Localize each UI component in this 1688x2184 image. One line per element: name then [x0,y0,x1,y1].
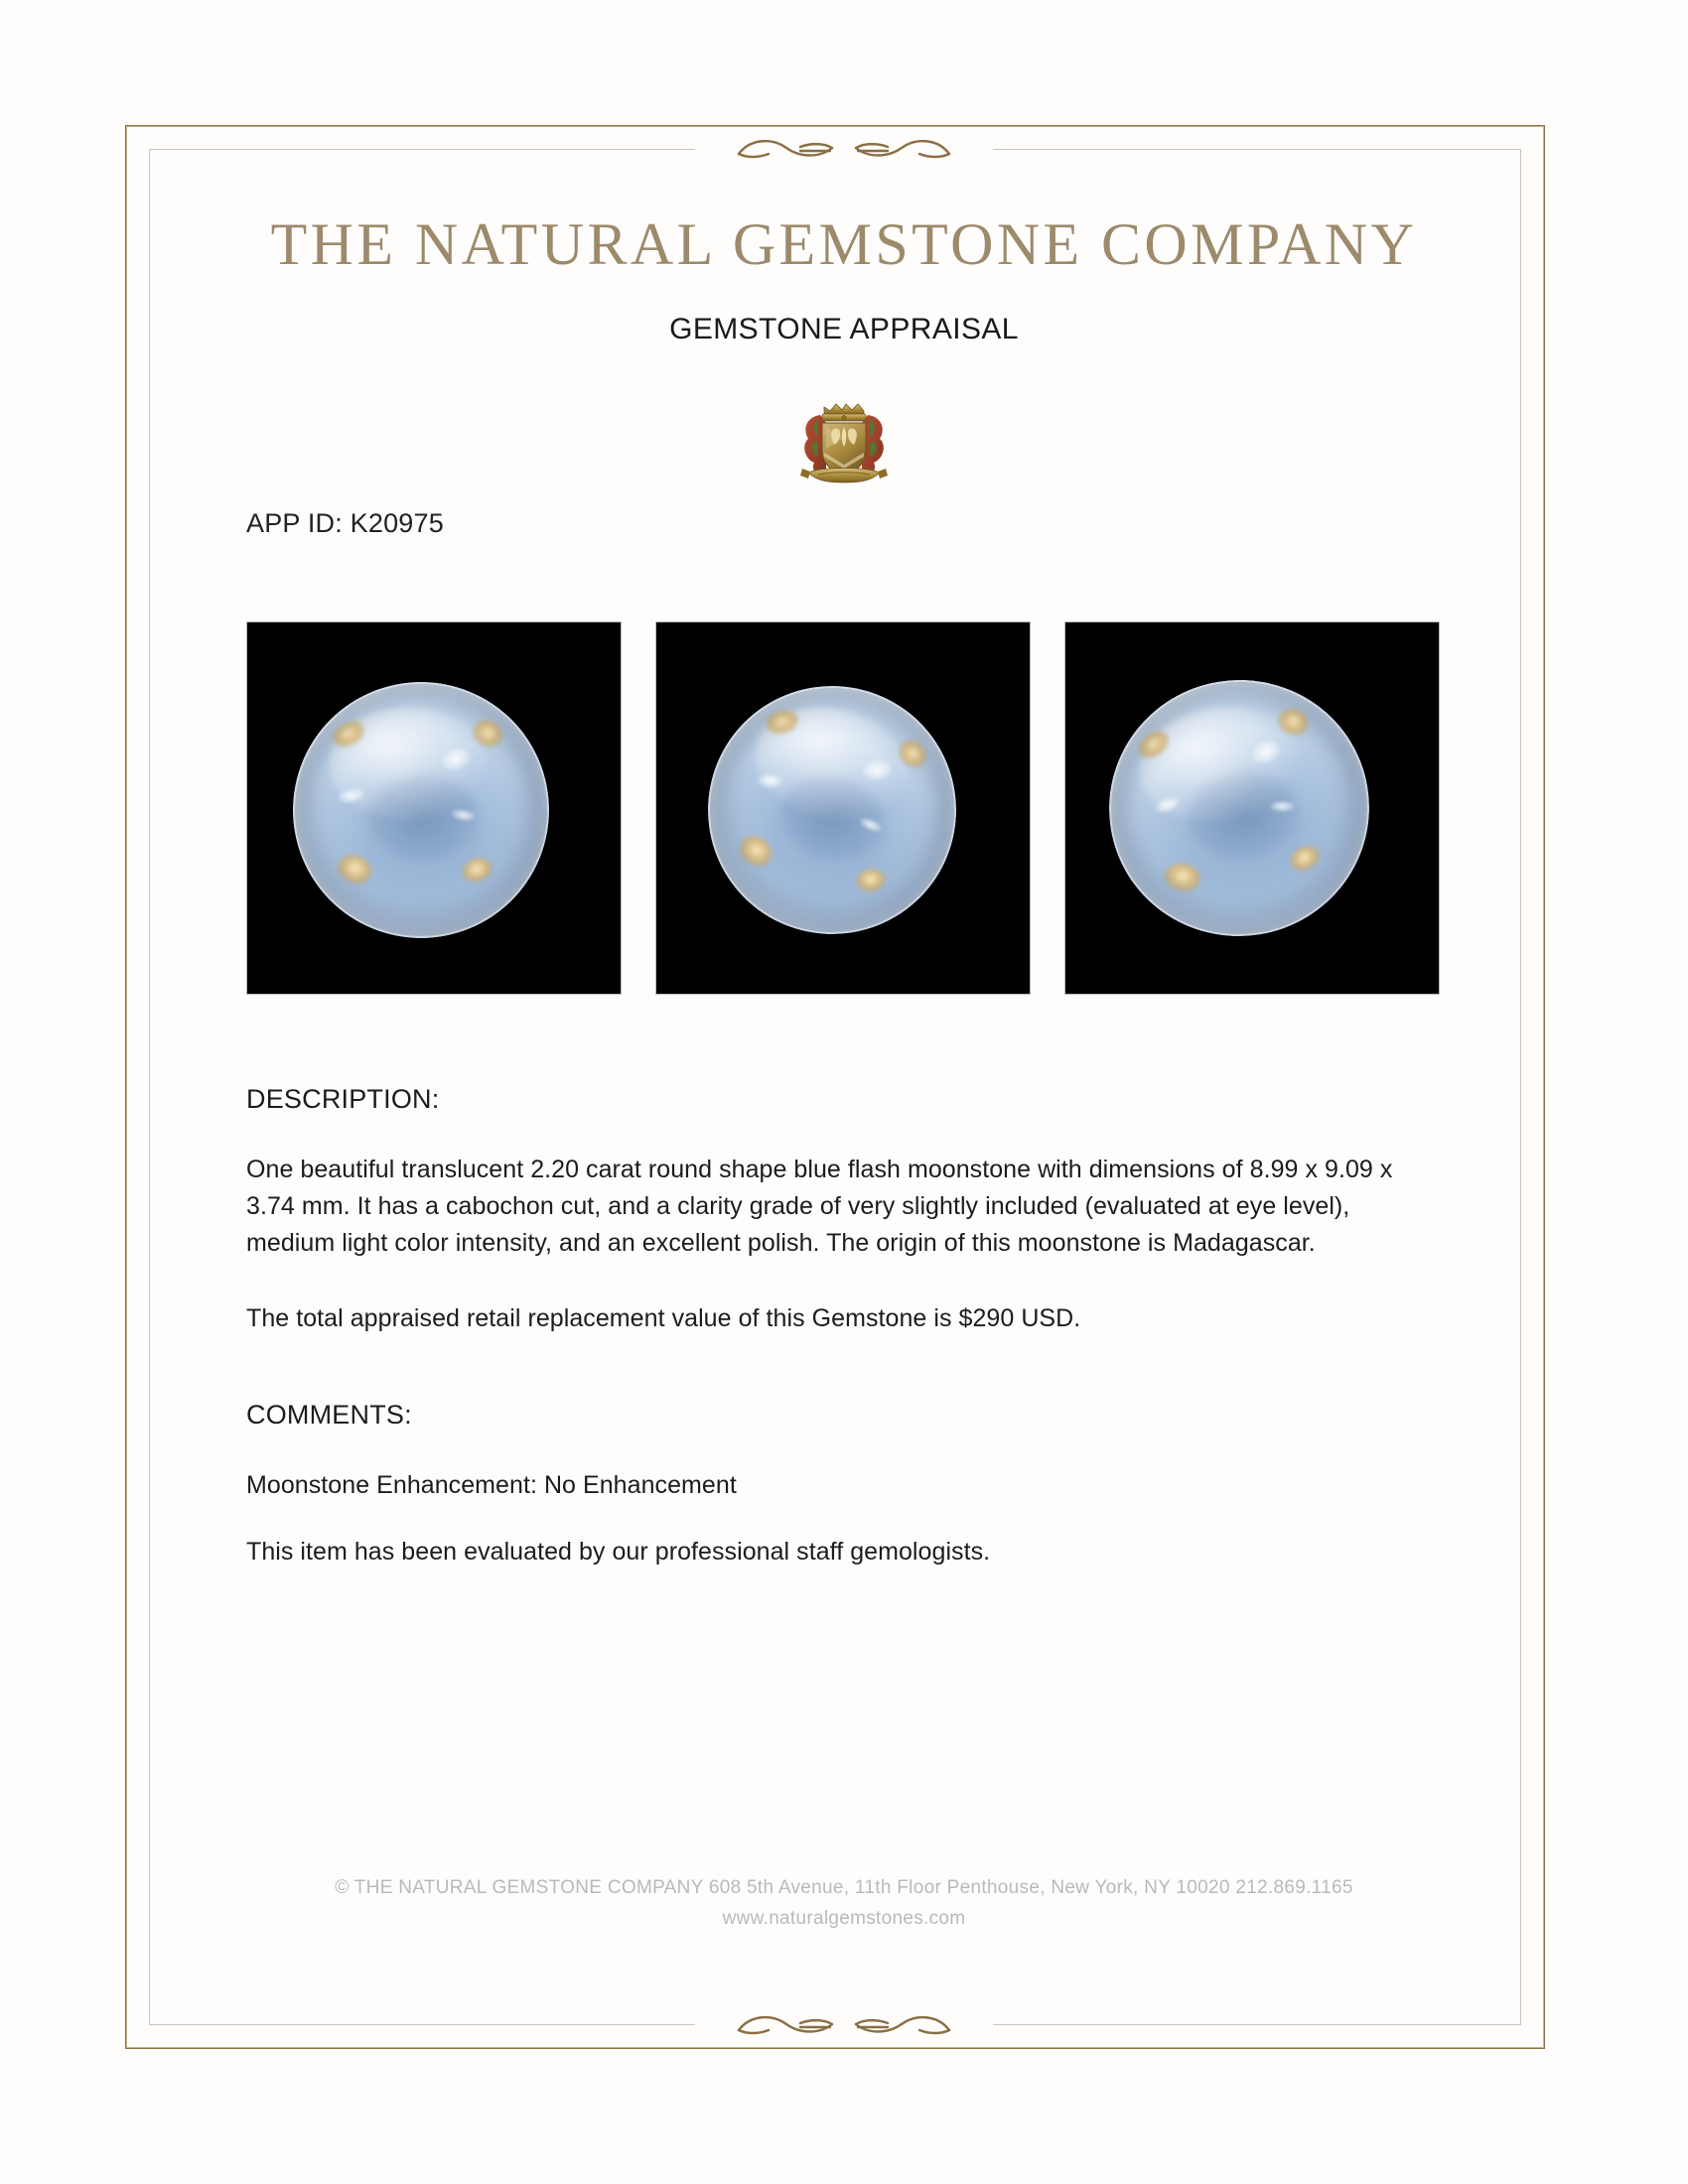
appraised-value-paragraph: The total appraised retail replacement value of this Gemstone is $290 USD. [246,1304,1081,1332]
gem-rim [1090,661,1387,955]
heraldic-crest-icon [792,393,896,488]
app-id-label: APP ID: K20975 [246,508,444,538]
footer-address-line: © THE NATURAL GEMSTONE COMPANY 608 5th Avenue, 11th Floor Penthouse, New York, NY 10020 212.869.1165 [335,1877,1353,1898]
gem-photo-strip [246,621,1440,995]
page-footer [0,1872,1688,1934]
gem-stone-render-2 [681,659,982,960]
description-label: DESCRIPTION: [246,1084,440,1114]
comments-label: COMMENTS: [246,1400,412,1430]
comment-enhancement: Moonstone Enhancement: No Enhancement [246,1471,737,1499]
scroll-flourish-ornament-bottom [695,2003,993,2047]
appraisal-subtitle: GEMSTONE APPRAISAL [669,313,1019,345]
gem-rim [293,682,549,938]
gem-photo-3 [1064,621,1440,995]
gem-photo-1 [246,621,622,995]
gem-stone-render-3 [1090,661,1387,955]
comment-evaluation: This item has been evaluated by our professional staff gemologists. [246,1538,991,1566]
gem-rim [681,659,982,960]
footer-website-line[interactable]: www.naturalgemstones.com [722,1908,966,1929]
gem-stone-render-1 [293,682,549,938]
scroll-flourish-ornament-top [695,127,993,171]
gem-photo-2 [655,621,1031,995]
company-title: THE NATURAL GEMSTONE COMPANY [270,211,1418,277]
description-paragraph: One beautiful translucent 2.20 carat round shape blue flash moonstone with dimensions of 8.99 x 9.09 x 3.74 mm. It has a cabochon cut, and a clarity grade of very slightly included (evaluated at eye level), medium light color intensity, and an excellent polish. The origin of this moonstone is Madagascar. [246,1156,1393,1257]
